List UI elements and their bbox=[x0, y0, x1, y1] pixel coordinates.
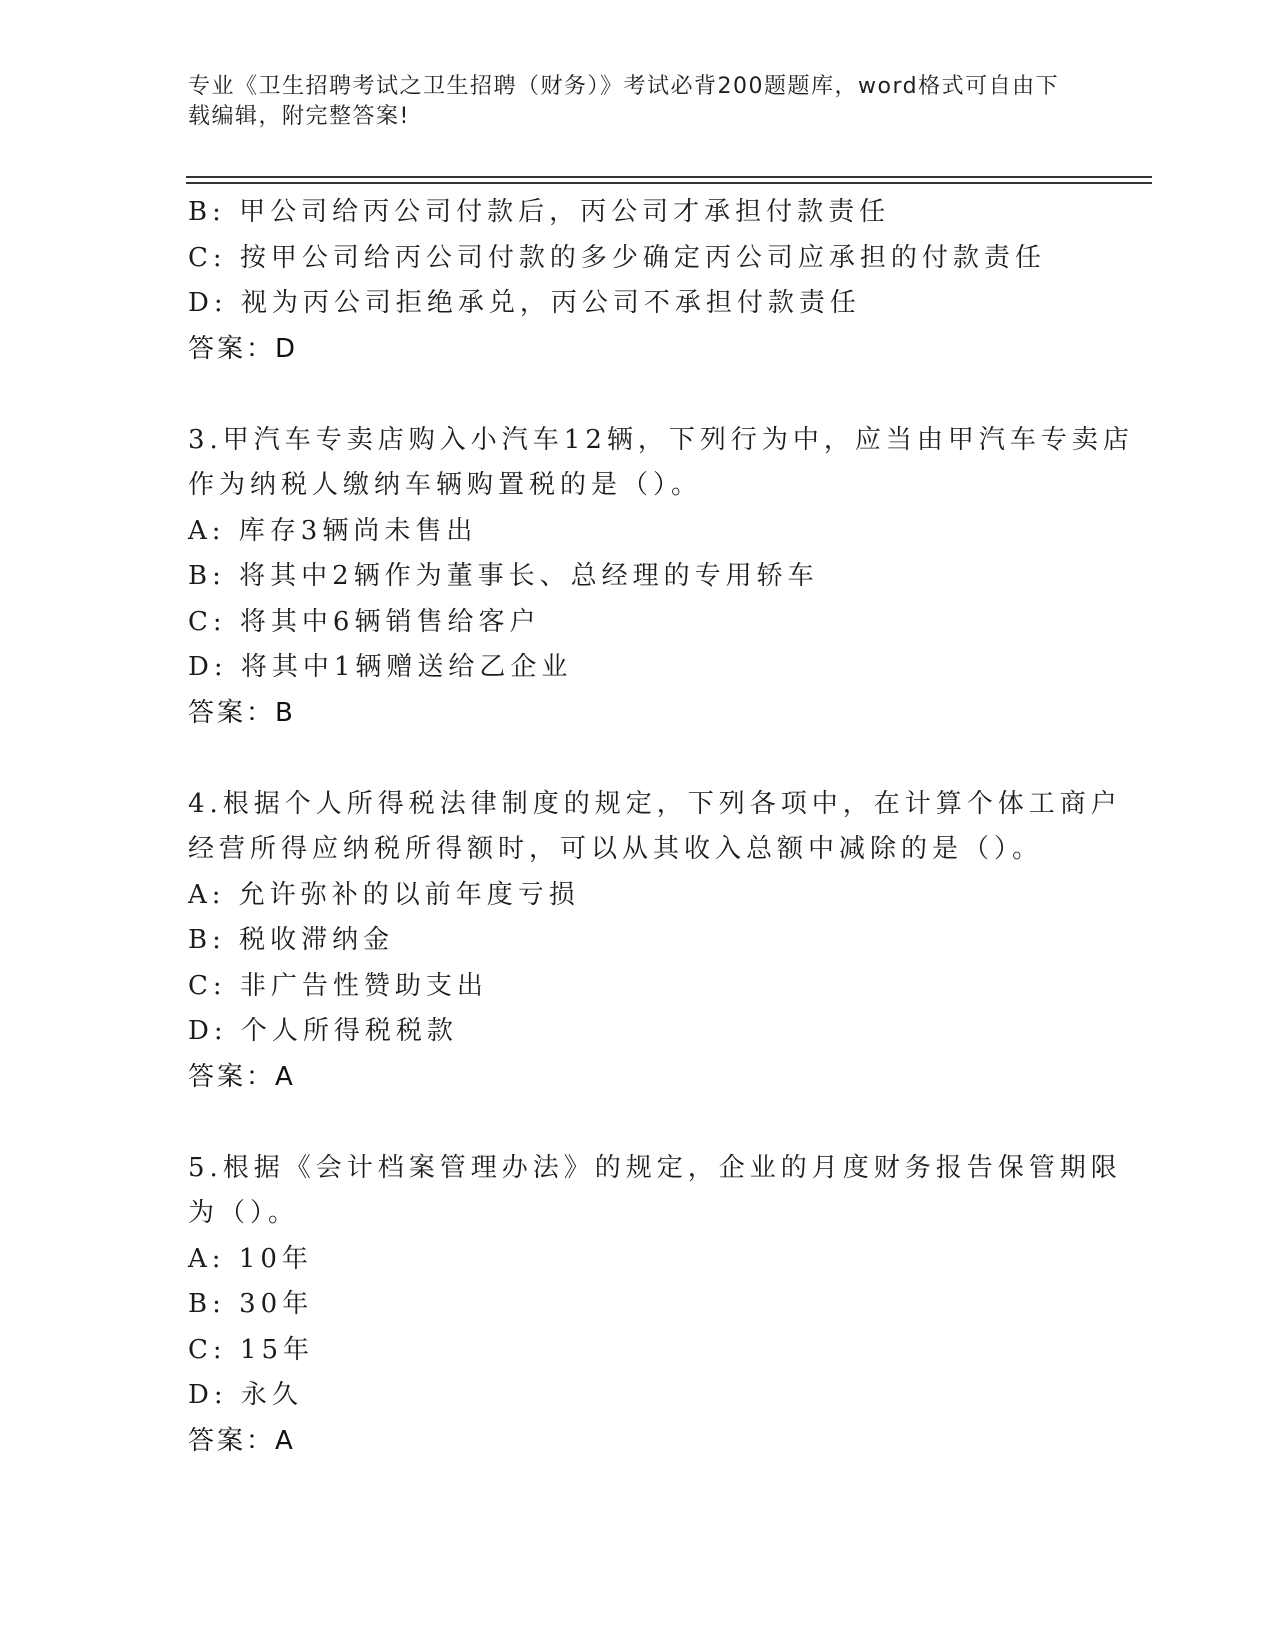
q2-option-d: D: 视为丙公司拒绝承兑，丙公司不承担付款责任 bbox=[188, 288, 861, 318]
q3-stem-line1: 3.甲汽车专卖店购入小汽车12辆，下列行为中，应当由甲汽车专卖店 bbox=[188, 424, 1134, 455]
q3-option-a: A: 库存3辆尚未售出 bbox=[188, 515, 478, 546]
q3-option-b: B: 将其中2辆作为董事长、总经理的专用轿车 bbox=[188, 561, 819, 591]
header-rule-top bbox=[186, 176, 1152, 178]
q4-answer: 答案：A bbox=[188, 1061, 296, 1092]
spacer bbox=[188, 736, 1088, 782]
q2-option-c: C: 按甲公司给丙公司付款的多少确定丙公司应承担的付款责任 bbox=[188, 242, 1046, 273]
spacer bbox=[188, 1100, 1088, 1146]
q5-option-a: A: 10年 bbox=[188, 1243, 313, 1274]
q4-option-c: C: 非广告性赞助支出 bbox=[188, 970, 488, 1001]
q5-stem-line1: 5.根据《会计档案管理办法》的规定，企业的月度财务报告保管期限 bbox=[188, 1152, 1122, 1183]
spacer bbox=[188, 372, 1088, 418]
q4-stem-line1: 4.根据个人所得税法律制度的规定，下列各项中，在计算个体工商户 bbox=[188, 788, 1122, 819]
q2-answer: 答案：D bbox=[188, 333, 299, 364]
q3-option-d: D: 将其中1辆赠送给乙企业 bbox=[188, 652, 573, 682]
q4-option-b: B: 税收滞纳金 bbox=[188, 925, 395, 955]
q5-answer: 答案：A bbox=[188, 1425, 296, 1456]
q2-option-b: B: 甲公司给丙公司付款后，丙公司才承担付款责任 bbox=[188, 197, 891, 227]
q5-option-d: D: 永久 bbox=[188, 1380, 303, 1410]
q4-option-d: D: 个人所得税税款 bbox=[188, 1016, 458, 1046]
q5-option-b: B: 30年 bbox=[188, 1289, 314, 1319]
question-list bbox=[188, 190, 1134, 1464]
q4-option-a: A: 允许弥补的以前年度亏损 bbox=[188, 879, 580, 910]
header-rule-bottom bbox=[186, 182, 1152, 184]
document-header: 专业《卫生招聘考试之卫生招聘（财务）》考试必背200题题库，word格式可自由下载编辑，附完整答案! bbox=[188, 74, 1060, 129]
q5-stem-line2: 为（）。 bbox=[188, 1198, 300, 1228]
q5-option-c: C: 15年 bbox=[188, 1334, 315, 1365]
q3-stem-line2: 作为纳税人缴纳车辆购置税的是（）。 bbox=[188, 470, 703, 500]
q3-answer: 答案：B bbox=[188, 697, 296, 728]
q4-stem-line2: 经营所得应纳税所得额时，可以从其收入总额中减除的是（）。 bbox=[188, 834, 1044, 864]
q3-option-c: C: 将其中6辆销售给客户 bbox=[188, 606, 541, 637]
